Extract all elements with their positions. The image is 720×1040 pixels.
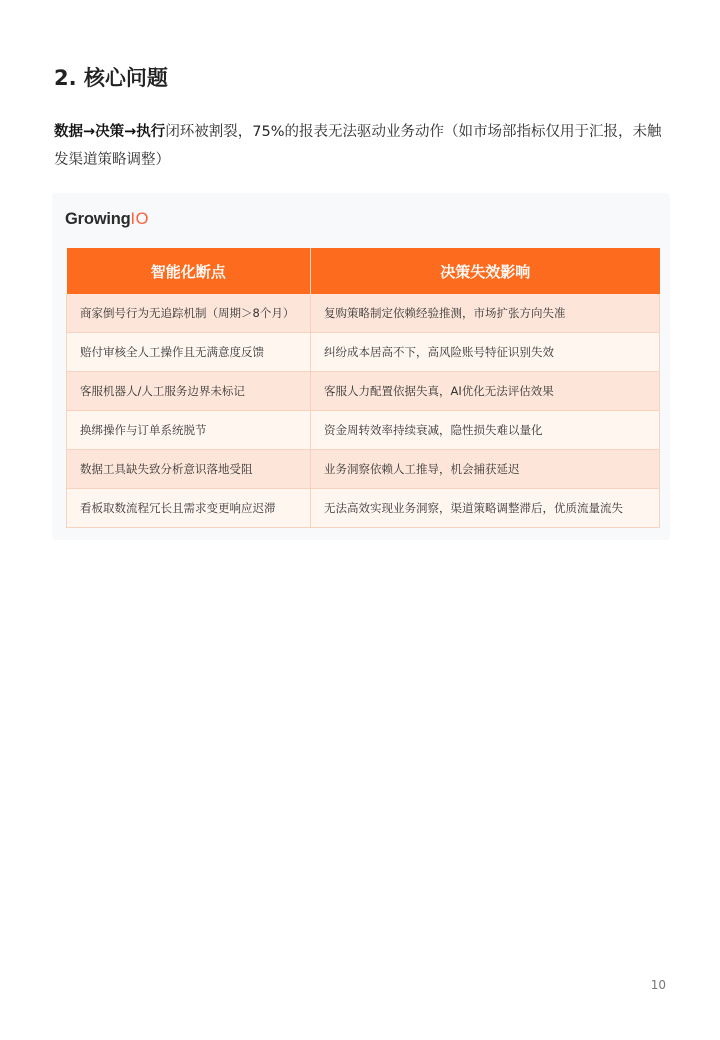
impact-cell: 客服人力配置依据失真，AI优化无法评估效果	[311, 372, 660, 411]
table-header-row	[67, 248, 660, 294]
table-row	[67, 489, 660, 528]
breakpoint-cell: 数据工具缺失致分析意识落地受阻	[67, 450, 311, 489]
intro-bold-text: 数据→决策→执行	[54, 124, 166, 140]
comparison-table	[66, 248, 660, 528]
impact-cell: 无法高效实现业务洞察，渠道策略调整滞后，优质流量流失	[311, 489, 660, 528]
impact-cell: 复购策略制定依赖经验推测，市场扩张方向失准	[311, 294, 660, 333]
table-row	[67, 333, 660, 372]
breakpoint-cell: 换绑操作与订单系统脱节	[67, 411, 311, 450]
intro-paragraph	[54, 118, 668, 174]
page-number: 10	[650, 978, 666, 992]
logo-accent-text: IO	[130, 210, 149, 228]
table-row	[67, 372, 660, 411]
header-breakpoint: 智能化断点	[67, 248, 311, 294]
impact-cell: 资金周转效率持续衰减，隐性损失难以量化	[311, 411, 660, 450]
logo-main-text: Growing	[65, 210, 131, 228]
breakpoint-cell: 看板取数流程冗长且需求变更响应迟滞	[67, 489, 311, 528]
growingio-logo	[65, 207, 149, 231]
section-title: 2. 核心问题	[54, 66, 168, 90]
table-row	[67, 450, 660, 489]
table-row	[67, 294, 660, 333]
breakpoint-cell: 商家倒号行为无追踪机制（周期＞8个月）	[67, 294, 311, 333]
comparison-card	[52, 193, 670, 540]
breakpoint-cell: 赔付审核全人工操作且无满意度反馈	[67, 333, 311, 372]
intro-text: 闭环被割裂，75%的报表无法驱动业务动作（如市场部指标仅用于汇报，未触发渠道策略调整）	[54, 124, 662, 168]
header-impact: 决策失效影响	[311, 248, 660, 294]
table-row	[67, 411, 660, 450]
breakpoint-cell: 客服机器人/人工服务边界未标记	[67, 372, 311, 411]
impact-cell: 纠纷成本居高不下，高风险账号特征识别失效	[311, 333, 660, 372]
impact-cell: 业务洞察依赖人工推导，机会捕获延迟	[311, 450, 660, 489]
